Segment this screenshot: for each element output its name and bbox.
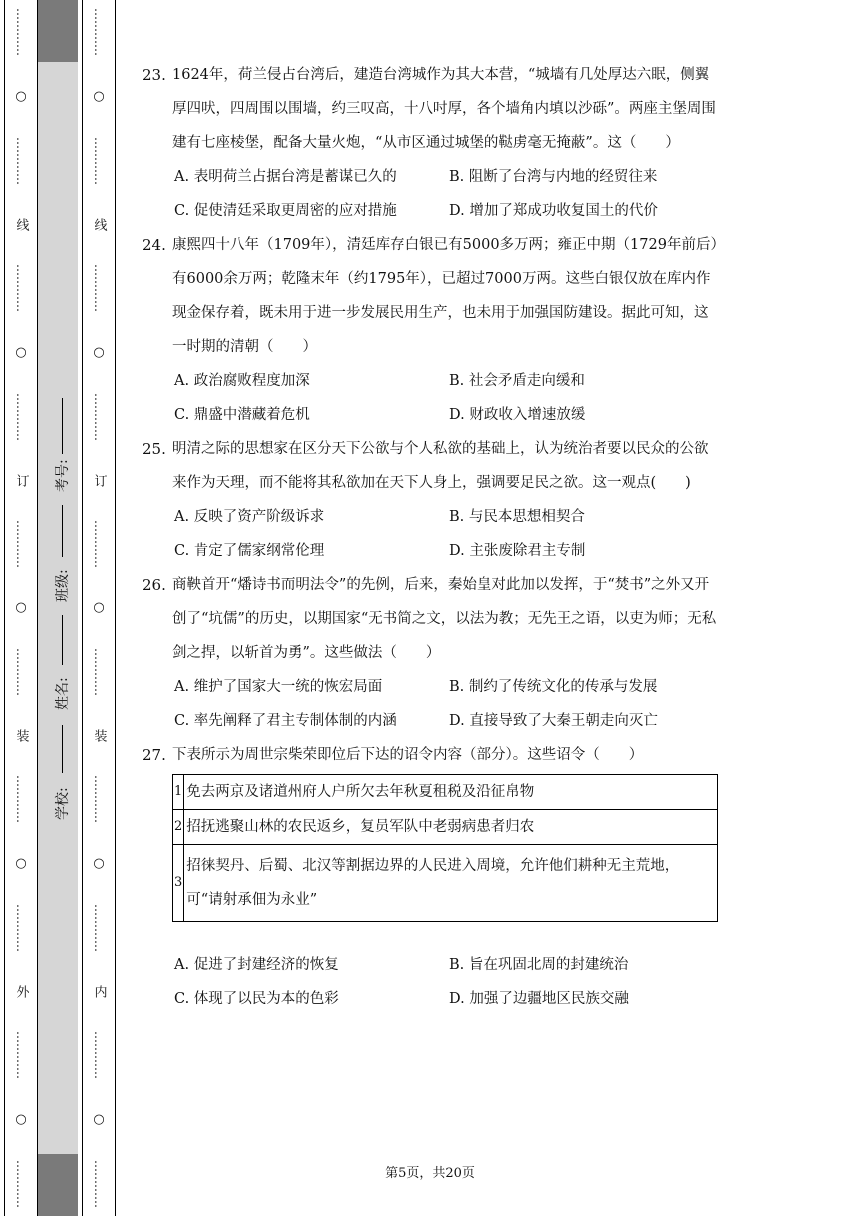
- question-stem: 商鞅首开“燔诗书而明法令”的先例，后来，秦始皇对此加以发挥，于“焚书”之外又开创了“坑儒”的历史，以期国家“无书简之文，以法为教；无先王之语，以吏为师；无私剑之捍，以斩首为勇”。这些做法（ ）: [172, 577, 717, 661]
- class-label: 班级:: [55, 569, 71, 602]
- outer-binding-marks: [5, 0, 37, 1216]
- option-d[interactable]: D. 增加了郑成功收复国土的代价: [449, 203, 658, 219]
- question-stem: 康熙四十八年（1709年），清廷库存白银已有5000多万两；雍正中期（1729年前后）有6000余万两；乾隆末年（约1795年），已超过7000万两。这些白银仅放在库内作现金保存着，既未用于进一步发展民用生产，也未用于加强国防建设。据此可知，这一时期的清朝（ ）: [172, 237, 718, 355]
- school-field-line: [62, 725, 63, 773]
- option-d[interactable]: D. 加强了边疆地区民族交融: [449, 991, 629, 1007]
- binding-dots: …………: [14, 519, 28, 568]
- binding-dots: …………: [92, 1031, 106, 1079]
- option-c[interactable]: C. 体现了以民为本的色彩: [174, 991, 339, 1007]
- info-band-top-block: [38, 0, 78, 62]
- option-a[interactable]: A. 促进了封建经济的恢复: [174, 957, 339, 973]
- binding-circle-mark: ○: [13, 600, 29, 616]
- binding-dots: …………: [92, 136, 106, 185]
- inner-binding-strip: [82, 0, 116, 1216]
- question-number: 24.: [142, 236, 166, 254]
- binding-dots: …………: [14, 1159, 28, 1208]
- question-25: [142, 432, 722, 568]
- binding-text-mark: 装: [13, 729, 29, 743]
- option-list: [174, 160, 722, 228]
- option-d[interactable]: D. 主张废除君主专制: [449, 543, 586, 559]
- binding-text-mark: 线: [13, 217, 29, 231]
- binding-dots: …………: [14, 648, 28, 697]
- binding-circle-mark: ○: [13, 88, 29, 104]
- exam-number-field-line: [62, 398, 63, 454]
- option-c[interactable]: C. 鼎盛中潜藏着危机: [174, 407, 310, 423]
- row-index: 1: [173, 775, 184, 810]
- binding-dots: …………: [92, 904, 106, 953]
- option-a[interactable]: A. 表明荷兰占据台湾是蓄谋已久的: [174, 169, 397, 185]
- binding-dots: …………: [14, 392, 28, 441]
- option-b[interactable]: B. 社会矛盾走向缓和: [449, 373, 585, 389]
- binding-dots: …………: [92, 648, 106, 697]
- option-a[interactable]: A. 政治腐败程度加深: [174, 373, 310, 389]
- option-a[interactable]: A. 维护了国家大一统的恢宏局面: [174, 679, 383, 695]
- exam-number-label: 考号:: [55, 459, 71, 492]
- question-stem: 1624年，荷兰侵占台湾后，建造台湾城作为其大本营，“城墙有几处厚达六眠，侧翼厚四吠，四周围以围墙，约三叹高，十八吋厚，各个墙角内填以沙砾”。两座主堡周围建有七座棱堡，配备大量火炮，“从市区通过城堡的鞑虏毫无掩蔽”。这（ ）: [172, 67, 716, 151]
- question-stem: 下表所示为周世宗柴荣即位后下达的诏令内容（部分）。这些诏令（ ）: [172, 747, 644, 763]
- option-b[interactable]: B. 阻断了台湾与内地的经贸往来: [449, 169, 658, 185]
- binding-circle-mark: ○: [91, 88, 107, 104]
- binding-dots: …………: [92, 775, 106, 824]
- option-c[interactable]: C. 促使清廷采取更周密的应对措施: [174, 203, 397, 219]
- binding-circle-mark: ○: [13, 344, 29, 360]
- edict-table: [172, 774, 718, 922]
- row-text: 招徕契丹、后蜀、北汉等割据边界的人民进入周境，允许他们耕种无主荒地，可“请射承佃为永业”: [184, 845, 718, 922]
- binding-dots: …………: [14, 1031, 28, 1079]
- question-24: [142, 228, 722, 432]
- question-23: [142, 58, 722, 228]
- binding-circle-mark: ○: [91, 856, 107, 872]
- option-list: [174, 948, 722, 1016]
- option-list: [174, 364, 722, 432]
- binding-dots: …………: [14, 8, 28, 56]
- question-number: 27.: [142, 746, 166, 764]
- page-footer: 第5页，共20页: [385, 1166, 475, 1181]
- question-content: [142, 58, 722, 1016]
- binding-text-mark: 内: [91, 985, 107, 999]
- option-b[interactable]: B. 与民本思想相契合: [449, 509, 585, 525]
- binding-dots: …………: [92, 392, 106, 441]
- question-number: 25.: [142, 440, 166, 458]
- binding-text-mark: 订: [91, 473, 107, 487]
- inner-binding-marks: [83, 0, 115, 1216]
- option-list: [174, 500, 722, 568]
- name-field-line: [62, 615, 63, 665]
- binding-circle-mark: ○: [13, 1111, 29, 1127]
- row-text: 免去两京及诸道州府人户所欠去年秋夏租税及沿征帛物: [184, 775, 718, 810]
- binding-dots: …………: [92, 263, 106, 312]
- binding-dots: …………: [92, 1159, 106, 1208]
- option-d[interactable]: D. 直接导致了大秦王朝走向灭亡: [449, 713, 658, 729]
- option-b[interactable]: B. 制约了传统文化的传承与发展: [449, 679, 658, 695]
- binding-dots: …………: [92, 519, 106, 568]
- binding-dots: …………: [92, 8, 106, 56]
- binding-circle-mark: ○: [13, 856, 29, 872]
- option-d[interactable]: D. 财政收入增速放缓: [449, 407, 586, 423]
- name-label: 姓名:: [55, 677, 71, 710]
- binding-circle-mark: ○: [91, 600, 107, 616]
- option-c[interactable]: C. 肯定了儒家纲常伦理: [174, 543, 325, 559]
- binding-circle-mark: ○: [91, 1111, 107, 1127]
- binding-dots: …………: [14, 904, 28, 953]
- table-row: [173, 810, 718, 845]
- class-field-line: [62, 505, 63, 557]
- question-number: 26.: [142, 576, 166, 594]
- table-row: [173, 845, 718, 922]
- student-info-fields: [38, 380, 78, 830]
- option-list: [174, 670, 722, 738]
- school-label: 学校:: [55, 787, 71, 820]
- binding-dots: …………: [14, 775, 28, 824]
- option-c[interactable]: C. 率先阐释了君主专制体制的内涵: [174, 713, 397, 729]
- binding-dots: …………: [14, 263, 28, 312]
- binding-text-mark: 外: [13, 985, 29, 999]
- option-a[interactable]: A. 反映了资产阶级诉求: [174, 509, 325, 525]
- option-b[interactable]: B. 旨在巩固北周的封建统治: [449, 957, 629, 973]
- binding-circle-mark: ○: [91, 344, 107, 360]
- binding-text-mark: 装: [91, 729, 107, 743]
- question-stem: 明清之际的思想家在区分天下公欲与个人私欲的基础上，认为统治者要以民众的公欲来作为天理，而不能将其私欲加在天下人身上，强调要足民之欲。这一观点( ): [172, 441, 709, 491]
- question-27: [142, 738, 722, 1016]
- outer-binding-strip: [4, 0, 38, 1216]
- table-row: [173, 775, 718, 810]
- question-number: 23.: [142, 66, 166, 84]
- row-index: 3: [173, 845, 184, 922]
- row-index: 2: [173, 810, 184, 845]
- question-26: [142, 568, 722, 738]
- binding-text-mark: 线: [91, 217, 107, 231]
- row-text: 招抚逃聚山林的农民返乡，复员军队中老弱病患者归农: [184, 810, 718, 845]
- binding-text-mark: 订: [13, 473, 29, 487]
- binding-dots: …………: [14, 136, 28, 185]
